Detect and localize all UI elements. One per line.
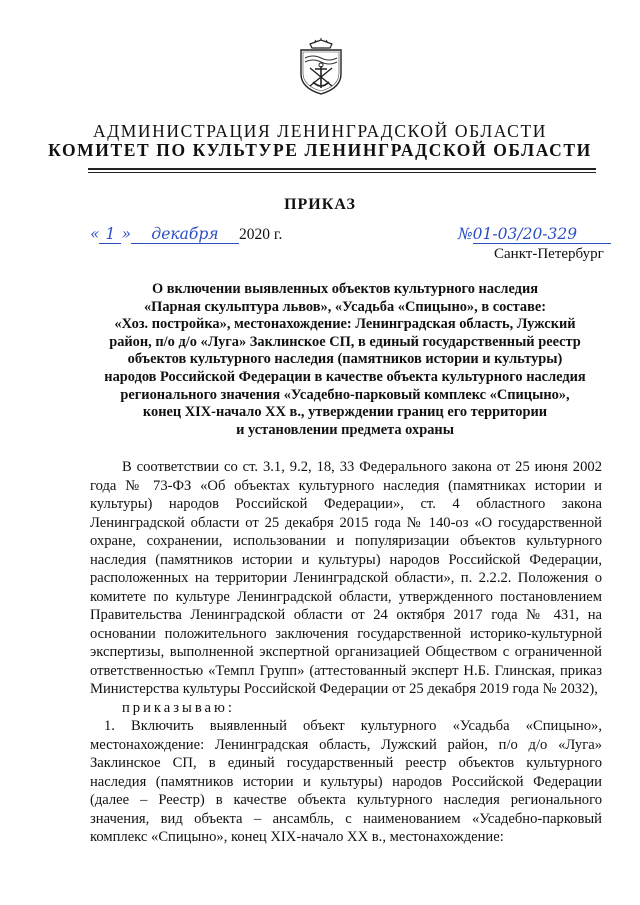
title-line: «Парная скульптура львов», «Усадьба «Спицыно», в составе:	[143, 298, 547, 315]
order-date	[90, 225, 282, 244]
date-year: 2020 г.	[238, 226, 283, 243]
date-day: 1	[99, 225, 121, 244]
title-line: регионального значения «Усадебно-парковый комплекс «Спицыно»,	[120, 386, 570, 403]
order-word: приказываю:	[122, 699, 235, 716]
order-body	[90, 458, 602, 847]
preamble-paragraph: В соответствии со ст. 3.1, 9.2, 18, 33 Федерального закона от 25 июня 2002 года № 73-ФЗ «Об объектах культурного наследия (памятниках истории и культуры) народов Российской Федерации», ст. 4 областного закона Ленинградской области от 25 декабря 2015 года № 140-оз «О государственной охране, сохранении, использовании и популяризации объектов культурного наследия (памятников истории и культуры) народов Российской Федерации, расположенных на территории Ленинградской области», п. 2.2.2. Положения о комитете по культуре Ленинградской области, утвержденного постановлением Правительства Ленинградской области от 24 октября 2017 года № 431, на основании положительного заключения государственной историко-культурной экспертизы, выполненной экспертной организацией Обществом с ограниченной ответственностью «Темпл Групп» (аттестованный эксперт Н.Б. Глинская, приказ Министерства культуры Российской Федерации от 25 декабря 2019 года № 2032),	[90, 459, 602, 697]
number-value: 01-03/20-329	[473, 225, 611, 244]
title-line: «Хоз. постройка», местонахождение: Ленинградская область, Лужский	[114, 316, 576, 333]
city: Санкт-Петербург	[494, 246, 604, 262]
coat-of-arms-icon	[296, 38, 346, 96]
title-line: и установлении предмета охраны	[236, 421, 454, 438]
document-type: ПРИКАЗ	[284, 196, 356, 213]
order-title	[90, 281, 600, 439]
date-open-quote: «	[90, 225, 100, 243]
title-line: объектов культурного наследия (памятников истории и культуры)	[127, 351, 563, 368]
committee-name: КОМИТЕТ ПО КУЛЬТУРЕ ЛЕНИНГРАДСКОЙ ОБЛАСТИ	[48, 140, 592, 160]
title-line: район, п/о д/о «Луга» Заклинское СП, в единый государственный реестр	[109, 333, 581, 350]
header-rule-thin	[88, 172, 596, 173]
header-rule-thick	[88, 168, 596, 170]
order-item-1: 1. Включить выявленный объект культурного «Усадьба «Спицыно», местонахождение: Ленинградская область, Лужский район, п/о д/о «Луга» Заклинское СП, в единый государственный реестр объектов культурного наследия (памятников истории и культуры) народов Российской Федерации (далее – Реестр) в качестве объекта культурного наследия регионального значения, вид объекта – ансамбль, с наименованием «Усадебно-парковый комплекс «Спицыно», конец XIX-начало XX в., местонахождение:	[90, 718, 602, 845]
title-line: конец XIX-начало XX в., утверждении границ его территории	[142, 404, 548, 421]
organization-name: АДМИНИСТРАЦИЯ ЛЕНИНГРАДСКОЙ ОБЛАСТИ	[93, 121, 547, 141]
date-close-quote: »	[121, 225, 131, 243]
date-month: декабря	[131, 225, 239, 244]
title-line: народов Российской Федерации в качестве объекта культурного наследия	[104, 368, 586, 385]
number-prefix: №	[458, 225, 473, 243]
order-number	[458, 225, 611, 244]
title-line: О включении выявленных объектов культурного наследия	[151, 281, 539, 297]
